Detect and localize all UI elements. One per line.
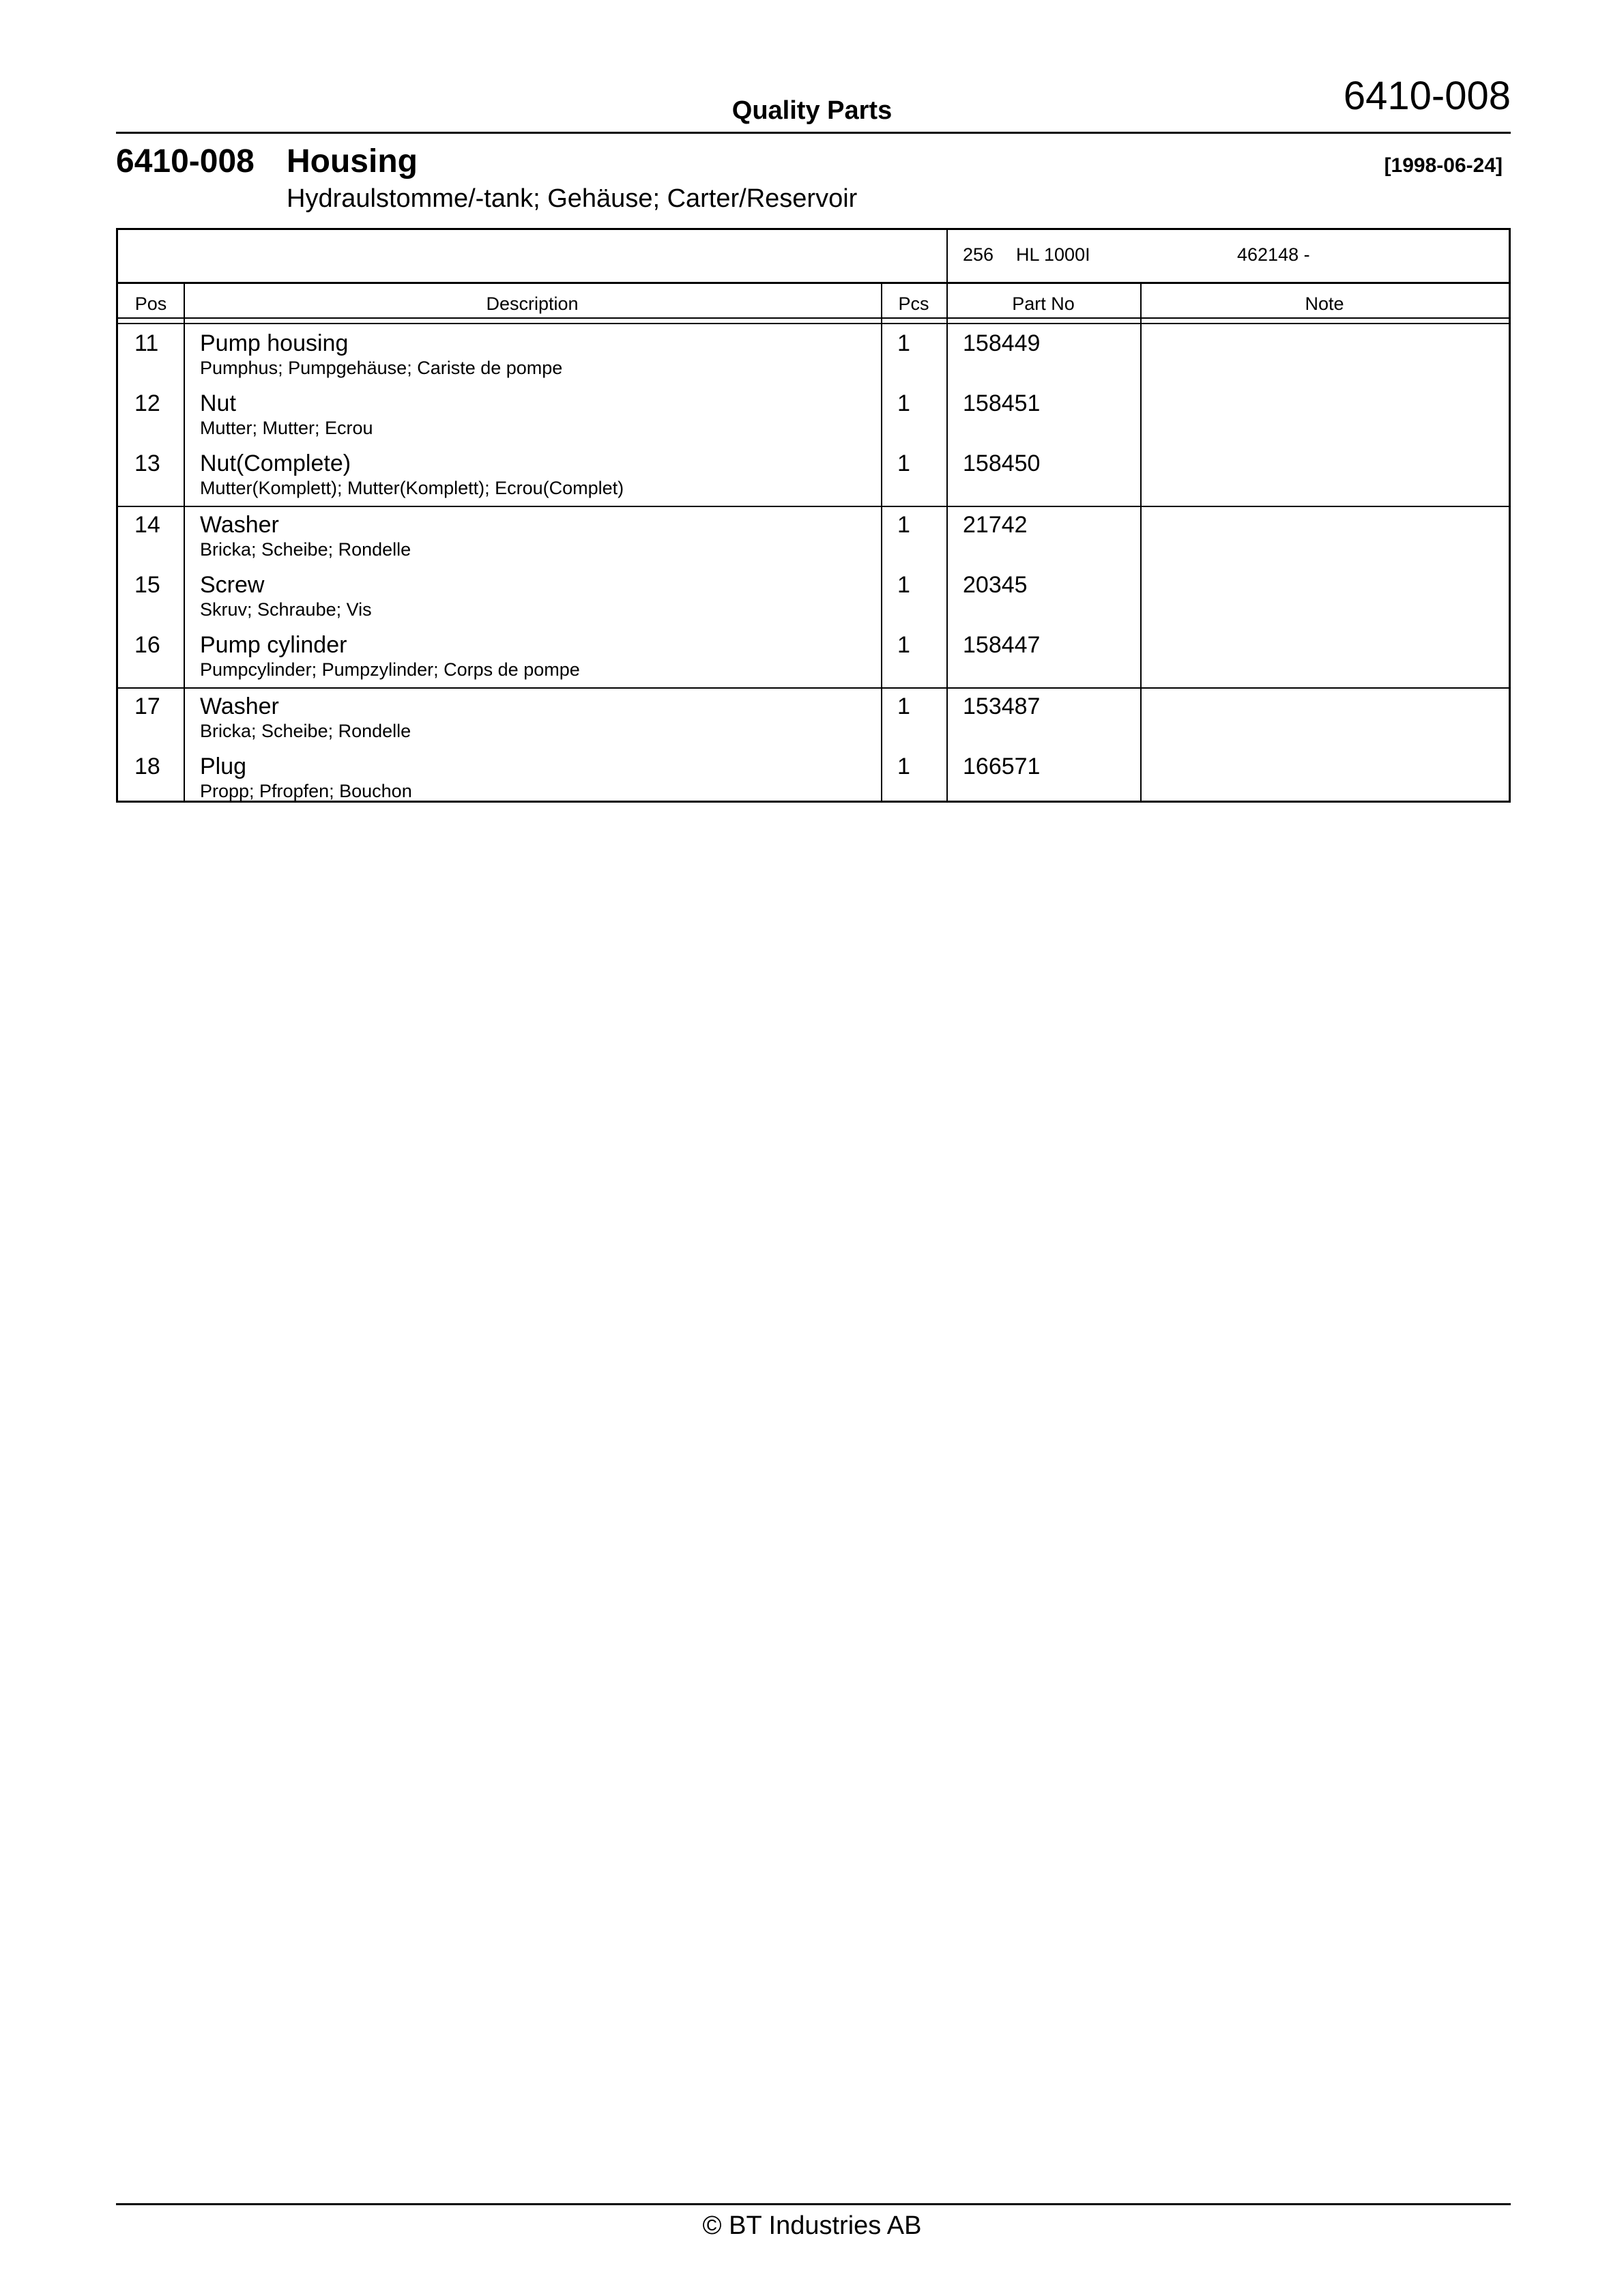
model-band-rule bbox=[118, 282, 1509, 284]
row-description: Nut bbox=[200, 390, 236, 416]
row-pos: 18 bbox=[134, 754, 160, 779]
row-pcs: 1 bbox=[897, 330, 910, 356]
row-part-no: 158451 bbox=[963, 390, 1041, 416]
row-pcs: 1 bbox=[897, 632, 910, 658]
table-row bbox=[118, 326, 1509, 386]
row-part-no: 20345 bbox=[963, 572, 1028, 598]
parts-rows bbox=[118, 326, 1509, 809]
model-cell-divider bbox=[946, 230, 948, 282]
row-pos: 17 bbox=[134, 693, 160, 719]
row-translations: Pumphus; Pumpgehäuse; Cariste de pompe bbox=[200, 358, 563, 378]
page-code: 6410-008 bbox=[1343, 74, 1511, 118]
column-header-rule-2 bbox=[118, 323, 1509, 324]
section-title: Housing bbox=[287, 143, 418, 180]
row-pos: 16 bbox=[134, 632, 160, 658]
row-translations: Propp; Pfropfen; Bouchon bbox=[200, 781, 412, 801]
row-part-no: 158447 bbox=[963, 632, 1041, 658]
row-pos: 12 bbox=[134, 390, 160, 416]
row-pcs: 1 bbox=[897, 512, 910, 538]
section-date: [1998-06-24] bbox=[1384, 154, 1503, 177]
row-translations: Skruv; Schraube; Vis bbox=[200, 599, 372, 620]
model-serial: 462148 - bbox=[1237, 244, 1310, 265]
footer-copyright: © BT Industries AB bbox=[702, 2211, 922, 2240]
column-header-pos: Pos bbox=[134, 293, 167, 314]
row-pos: 15 bbox=[134, 572, 160, 598]
row-translations: Mutter; Mutter; Ecrou bbox=[200, 418, 373, 438]
row-translations: Bricka; Scheibe; Rondelle bbox=[200, 721, 411, 741]
row-part-no: 158449 bbox=[963, 330, 1041, 356]
header-divider bbox=[116, 132, 1511, 134]
row-part-no: 21742 bbox=[963, 512, 1028, 538]
row-description: Screw bbox=[200, 572, 265, 598]
parts-table bbox=[116, 228, 1511, 803]
row-description: Pump housing bbox=[200, 330, 349, 356]
column-header-pcs: Pcs bbox=[898, 293, 929, 314]
model-number: 256 bbox=[963, 244, 994, 265]
row-pos: 13 bbox=[134, 450, 160, 476]
row-translations: Bricka; Scheibe; Rondelle bbox=[200, 539, 411, 560]
table-row bbox=[118, 749, 1509, 809]
row-pcs: 1 bbox=[897, 693, 910, 719]
row-description: Pump cylinder bbox=[200, 632, 347, 658]
table-row bbox=[118, 567, 1509, 627]
row-pcs: 1 bbox=[897, 450, 910, 476]
row-pcs: 1 bbox=[897, 390, 910, 416]
row-pos: 14 bbox=[134, 512, 160, 538]
section-subtitle: Hydraulstomme/-tank; Gehäuse; Carter/Reservoir bbox=[287, 184, 858, 213]
section-code: 6410-008 bbox=[116, 143, 255, 180]
row-description: Washer bbox=[200, 512, 279, 538]
table-row bbox=[118, 446, 1509, 506]
table-row bbox=[118, 627, 1509, 687]
row-translations: Pumpcylinder; Pumpzylinder; Corps de pompe bbox=[200, 659, 580, 680]
row-part-no: 158450 bbox=[963, 450, 1041, 476]
column-header-rule-1 bbox=[118, 317, 1509, 319]
column-header-part-no: Part No bbox=[1012, 293, 1075, 314]
row-part-no: 153487 bbox=[963, 693, 1041, 719]
column-header-description: Description bbox=[486, 293, 579, 314]
row-translations: Mutter(Komplett); Mutter(Komplett); Ecrou(Complet) bbox=[200, 478, 624, 498]
table-row bbox=[118, 386, 1509, 446]
row-pos: 11 bbox=[134, 330, 159, 356]
row-pcs: 1 bbox=[897, 572, 910, 598]
row-pcs: 1 bbox=[897, 754, 910, 779]
column-header-note: Note bbox=[1305, 293, 1344, 314]
model-name: HL 1000I bbox=[1016, 244, 1090, 265]
table-row bbox=[118, 689, 1509, 749]
row-description: Nut(Complete) bbox=[200, 450, 351, 476]
footer-divider bbox=[116, 2203, 1511, 2205]
header-title: Quality Parts bbox=[731, 96, 893, 125]
table-row bbox=[118, 507, 1509, 567]
row-description: Washer bbox=[200, 693, 279, 719]
row-part-no: 166571 bbox=[963, 754, 1041, 779]
row-description: Plug bbox=[200, 754, 247, 779]
